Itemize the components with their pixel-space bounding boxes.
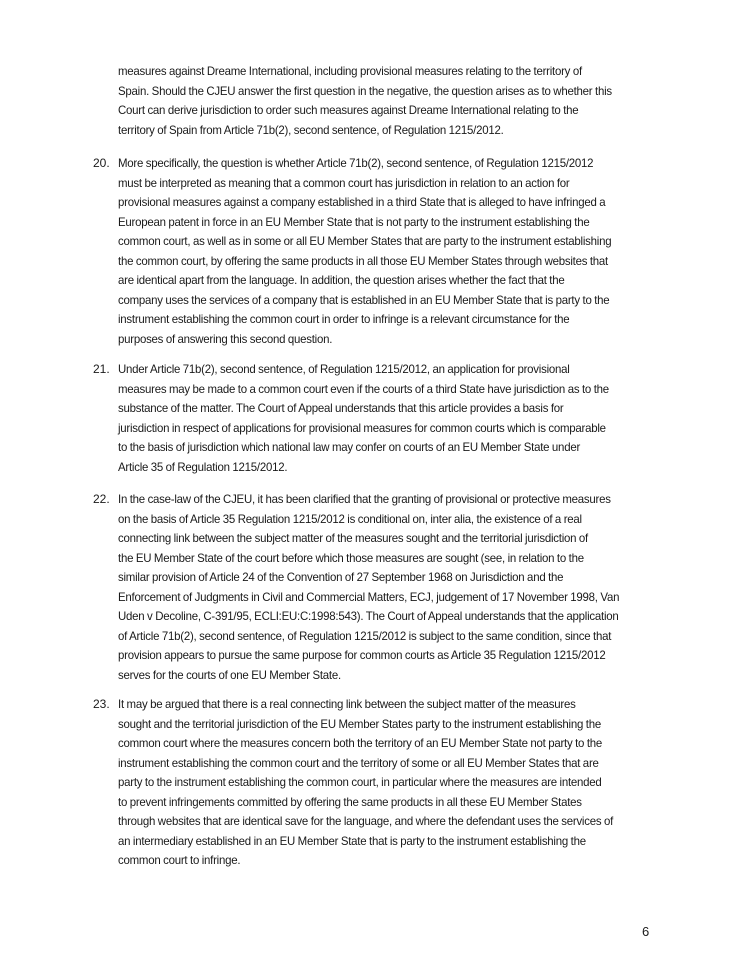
text-line: Spain. Should the CJEU answer the first question in the negative, the question arises as to whether this <box>118 83 612 98</box>
text-line: European patent in force in an EU Member State that is not party to the instrument establishing the <box>118 214 590 229</box>
text-line: on the basis of Article 35 Regulation 1215/2012 is conditional on, inter alia, the existence of a real <box>118 511 582 526</box>
text-line: Enforcement of Judgments in Civil and Commercial Matters, ECJ, judgement of 17 November 1998, Van <box>118 589 620 604</box>
text-line: Article 35 of Regulation 1215/2012. <box>118 459 288 474</box>
text-line: the common court, by offering the same products in all those EU Member States through websites that <box>118 253 609 268</box>
text-line: of Article 71b(2), second sentence, of Regulation 1215/2012 is subject to the same condition, since that <box>118 628 612 643</box>
paragraph-number: 23. <box>93 697 110 711</box>
text-line: Under Article 71b(2), second sentence, of Regulation 1215/2012, an application for provisional <box>118 362 570 376</box>
text-line: the EU Member State of the court before which those measures are sought (see, in relation to the <box>118 550 584 565</box>
text-line: More specifically, the question is whether Article 71b(2), second sentence, of Regulation 1215/2012 <box>118 156 594 170</box>
page-number: 6 <box>642 924 650 939</box>
text-line: It may be argued that there is a real connecting link between the subject matter of the measures <box>118 697 576 711</box>
text-line: instrument establishing the common court in order to infringe is a relevant circumstance for the <box>118 312 570 326</box>
text-line: common court, as well as in some or all EU Member States that are party to the instrument establishing <box>118 234 612 248</box>
text-line: must be interpreted as meaning that a common court has jurisdiction in relation to an action for <box>118 175 570 190</box>
paragraph-number: 20. <box>93 156 110 170</box>
text-line: common court where the measures concern both the territory of an EU Member State not party to the <box>118 736 603 750</box>
text-line: to the basis of jurisdiction which national law may confer on courts of an EU Member State under <box>118 440 581 454</box>
text-line: similar provision of Article 24 of the Convention of 27 September 1968 on Jurisdiction and the <box>118 570 564 584</box>
text-line: an intermediary established in an EU Member State that is party to the instrument establishing the <box>118 833 586 848</box>
text-line: company uses the services of a company that is established in an EU Member State that is party to the <box>118 292 610 307</box>
text-line: measures may be made to a common court even if the courts of a third State have jurisdiction as to the <box>118 381 609 396</box>
text-line: In the case-law of the CJEU, it has been clarified that the granting of provisional or protective measures <box>118 492 611 506</box>
text-line: connecting link between the subject matter of the measures sought and the territorial jurisdiction of <box>118 531 588 545</box>
text-line: Court can derive jurisdiction to order such measures against Dreame International relating to the <box>118 103 579 117</box>
paragraph-body <box>118 62 678 140</box>
paragraph-number: 22. <box>93 492 110 506</box>
text-line: territory of Spain from Article 71b(2), second sentence, of Regulation 1215/2012. <box>118 122 504 137</box>
text-line: through websites that are identical save for the language, and where the defendant uses the services of <box>118 814 614 828</box>
paragraph-body <box>118 154 678 349</box>
text-line: provisional measures against a company established in a third State that is alleged to have infringed a <box>118 195 606 209</box>
text-line: to prevent infringements committed by offering the same products in all these EU Member States <box>118 794 582 809</box>
paragraph-body <box>118 490 678 685</box>
text-line: are identical apart from the language. In addition, the question arises whether the fact that the <box>118 273 565 287</box>
text-line: instrument establishing the common court and the territory of some or all EU Member States that are <box>118 755 599 770</box>
text-line: measures against Dreame International, including provisional measures relating to the territory of <box>118 64 582 78</box>
paragraph-body <box>118 360 678 477</box>
paragraph-number: 21. <box>93 362 110 376</box>
text-line: common court to infringe. <box>118 853 241 867</box>
text-line: serves for the courts of one EU Member State. <box>118 667 341 682</box>
text-line: jurisdiction in respect of applications for provisional measures for common courts which is comparable <box>118 420 606 435</box>
text-line: substance of the matter. The Court of Appeal understands that this article provides a basis for <box>118 401 564 415</box>
text-line: party to the instrument establishing the common court, in particular where the measures are intended <box>118 775 602 789</box>
paragraph-body <box>118 695 678 871</box>
text-line: sought and the territorial jurisdiction of the EU Member States party to the instrument establishing the <box>118 716 601 731</box>
text-line: purposes of answering this second question. <box>118 331 333 346</box>
text-line: provision appears to pursue the same purpose for common courts as Article 35 Regulation 1215/2012 <box>118 648 606 662</box>
text-line: Uden v Decoline, C-391/95, ECLI:EU:C:1998:543). The Court of Appeal understands that the application <box>118 609 619 623</box>
